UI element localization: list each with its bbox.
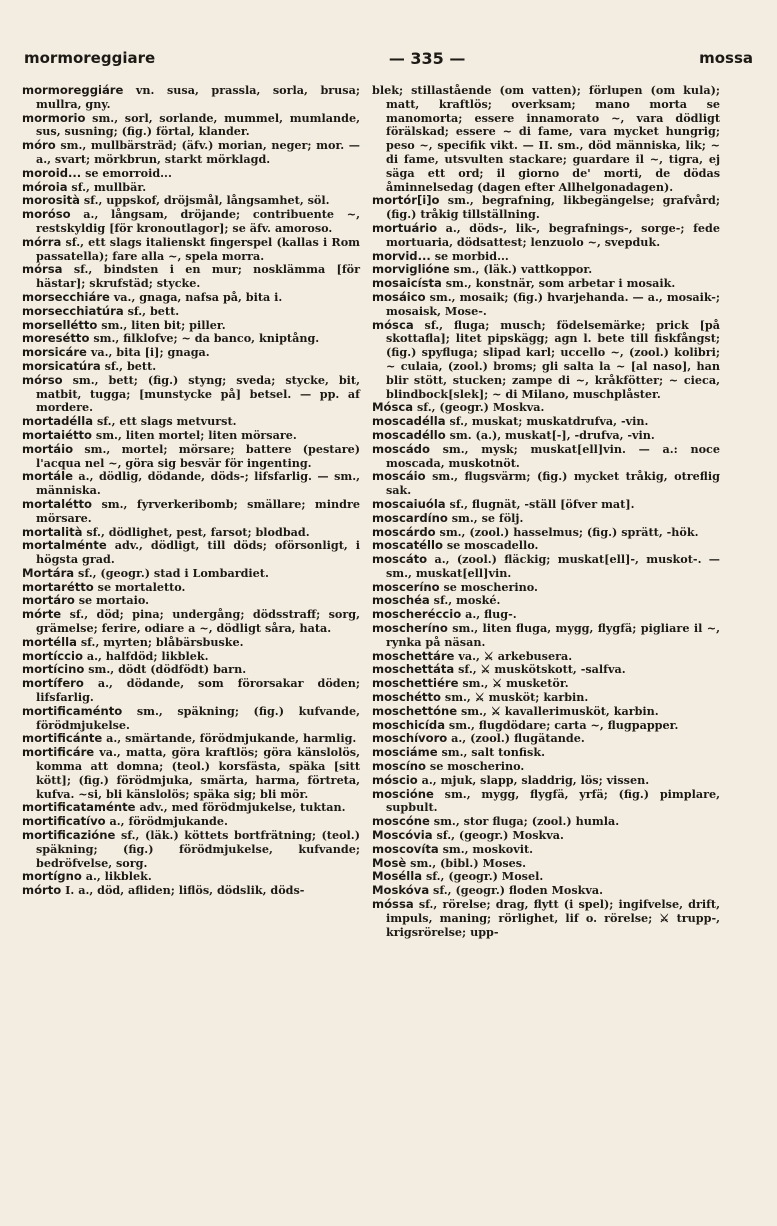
- entry-definition: sm., mygg, flygfä, yrfä; (fig.) pimplare, supbult.: [386, 786, 720, 815]
- dictionary-entry: [372, 677, 720, 691]
- entry-headword: mortélla: [22, 634, 77, 649]
- entry-headword: moscíno: [372, 759, 427, 774]
- entry-headword: morsecchiatúra: [22, 303, 124, 318]
- dictionary-entry: [372, 898, 720, 939]
- dictionary-entry: [22, 884, 360, 898]
- dictionary-entry: [372, 608, 720, 622]
- entry-headword: moscadéllo: [372, 427, 446, 442]
- entry-headword: Mósca: [372, 400, 414, 415]
- entry-headword: mosáico: [372, 289, 426, 304]
- entry-definition: a., långsam, dröjande; contribuente ~, restskyldig [för kronoutlagor]; se äfv. amoroso.: [36, 207, 360, 235]
- entry-headword: mosceríno: [372, 579, 440, 594]
- entry-definition: sf., fluga; musch; födelsemärke; prick [på skottafla]; litet pipskägg; agn l. bete till fiskfångst; (fig.) spyfluga; slipad karl; uccello ~, (zool.) kolibri; ~ culaia, (zool.) broms; gli salta la ~ [al naso], han blir stött, stucken; zampe di ~, kråkfötter; ~ cieca, blindbock[slek]; ~ di Milano, muschplåster.: [386, 317, 720, 401]
- entry-definition: sm., liten fluga, mygg, flygfä; pigliare il ~, rynka på näsan.: [386, 621, 720, 649]
- entry-headword: mórsa: [22, 262, 63, 277]
- entry-definition: sm., dödt (dödfödt) barn.: [84, 662, 247, 677]
- entry-definition: sf., bindsten i en mur; nosklämma [för hästar]; skrufstäd; stycke.: [36, 262, 360, 291]
- dictionary-entry: [22, 429, 360, 443]
- dictionary-entry: [22, 801, 360, 815]
- page-header: [24, 46, 753, 70]
- entry-headword: mórso: [22, 372, 63, 387]
- entry-headword: móroia: [22, 179, 68, 194]
- dictionary-entry: [372, 319, 720, 402]
- entry-definition: sm., sorl, sorlande, mummel, mumlande, sus, susning; (fig.) förtal, klander.: [36, 110, 360, 139]
- entry-headword: mortaiétto: [22, 427, 93, 442]
- entry-definition: sm., salt tonfisk.: [437, 745, 545, 760]
- dictionary-entry: [372, 732, 720, 746]
- entry-definition: a., döds-, lik-, begrafnings-, sorge-; fede mortuaria, dödsattest; lenzuolo ~, svepduk.: [386, 220, 720, 249]
- dictionary-entry: [372, 539, 720, 553]
- entry-headword: moscáto: [372, 552, 428, 567]
- dictionary-entry: [372, 622, 720, 650]
- entry-definition: blek; stillastående (om vatten); förlupen (om kula); matt, kraftlös; overksam; mano morta se manomorta; essere innamorato ~, vara dödligt förälskad; essere ~ di fame, vara mycket hungrig; peso ~, specifik vikt. — II. sm., död människa, lik; ~ di fame, utsvulten stackare; guardare il ~, tigra, ej säga ett ord; il giorno de' morti, de dödas åminnelsedag (dagen efter Allhelgonadagen).: [372, 83, 720, 194]
- entry-definition: sm., mosaik; (fig.) hvarjehanda. — a., mosaik-; mosaisk, Mose-.: [386, 289, 720, 318]
- entry-definition: sf., bett.: [100, 358, 157, 373]
- dictionary-entry: [22, 263, 360, 291]
- entry-headword: moroid...: [22, 165, 82, 180]
- dictionary-entry: [22, 346, 360, 360]
- entry-headword: moscheréccio: [372, 607, 462, 622]
- entry-definition: a., likblek.: [81, 869, 152, 884]
- entry-definition: sm., flugsvärm; (fig.) mycket tråkig, otreflig sak.: [386, 469, 720, 498]
- entry-headword: mórra: [22, 234, 62, 249]
- entry-headword: mortalétto: [22, 496, 93, 511]
- dictionary-entry: [372, 415, 720, 429]
- dictionary-entry: [22, 677, 360, 705]
- entry-headword: Mortára: [22, 565, 75, 580]
- entry-definition: va., matta, göra kraftlös; göra känslolös, komma att domna; (teol.) korsfästa, späka [sitt kött]; (fig.) förödmjuka, smärta, harma, förtreta, kufva. ~si, bli känslolös; späka sig; bli mör.: [36, 745, 360, 801]
- left-column: [22, 84, 360, 898]
- dictionary-entry: [372, 829, 720, 843]
- dictionary-entry: [22, 443, 360, 471]
- dictionary-entry: [372, 222, 720, 250]
- entry-definition: se moscadello.: [442, 538, 539, 553]
- dictionary-entry: [22, 870, 360, 884]
- entry-definition: sf., ⚔ muskötskott, -salfva.: [454, 662, 626, 677]
- entry-definition: I. a., död, afliden; liflös, dödslik, döds-: [61, 883, 305, 898]
- dictionary-entry: [22, 746, 360, 801]
- entry-headword: mormoreggiáre: [22, 83, 124, 97]
- entry-headword: mortalménte: [22, 538, 107, 553]
- entry-headword: moschéa: [372, 593, 430, 608]
- entry-definition: sm., mullbärsträd; (äfv.) morian, neger; mor. — a., svart; mörkbrun, starkt mörklagd.: [36, 138, 360, 166]
- entry-definition: se emorroid...: [81, 165, 172, 180]
- entry-headword: moschettáre: [372, 648, 455, 663]
- entry-definition: a., flug-.: [461, 607, 517, 622]
- entry-headword: mortícino: [22, 662, 85, 677]
- entry-definition: sf., bett.: [123, 303, 180, 318]
- entry-headword: moscaiuóla: [372, 496, 446, 511]
- entry-definition: sf., (läk.) köttets bortfrätning; (teol.) späkning; (fig.) förödmjukelse, kufvande; bedröfvelse, sorg.: [36, 828, 360, 870]
- entry-definition: a., halfdöd; likblek.: [82, 648, 209, 663]
- dictionary-entry: [22, 581, 360, 595]
- page-number: — 335 —: [388, 48, 466, 68]
- entry-definition: sf., (geogr.) floden Moskva.: [429, 883, 604, 898]
- entry-headword: móscio: [372, 772, 418, 787]
- dictionary-entry: [22, 498, 360, 526]
- dictionary-entry: [22, 705, 360, 733]
- entry-headword: mortále: [22, 469, 73, 484]
- entry-definition: sm., mysk; muskat[ell]vin. — a.: noce moscada, muskotnöt.: [386, 441, 720, 470]
- dictionary-entry: [372, 443, 720, 471]
- dictionary-entry: [372, 857, 720, 871]
- entry-definition: a., dödande, som förorsakar döden; lifsfarlig.: [36, 676, 360, 705]
- dictionary-entry: [372, 594, 720, 608]
- dictionary-entry: [372, 705, 720, 719]
- entry-definition: sm., liten mortel; liten mörsare.: [92, 427, 297, 442]
- entry-definition: sf., ett slags metvurst.: [93, 414, 237, 429]
- dictionary-entry: [372, 843, 720, 857]
- dictionary-entry: [372, 498, 720, 512]
- dictionary-entry: [22, 636, 360, 650]
- dictionary-entry: [372, 691, 720, 705]
- entry-definition: adv., dödligt, till döds; oförsonligt, i högsta grad.: [36, 538, 360, 567]
- dictionary-entry: [372, 746, 720, 760]
- entry-definition: sm., begrafning, likbegängelse; grafvård; (fig.) tråkig tillställning.: [386, 193, 720, 222]
- dictionary-entry: [372, 512, 720, 526]
- dictionary-entry: [22, 539, 360, 567]
- entry-definition: sf., rörelse; drag, flytt (i spel); ingifvelse, drift, impuls, maning; rörlighet, lif o. rörelse; ⚔ trupp-, krigsrörelse; upp-: [386, 897, 720, 939]
- header-left-word: mormoreggiare: [24, 49, 156, 67]
- entry-headword: moschettiére: [372, 676, 459, 691]
- entry-definition: sm., konstnär, som arbetar i mosaik.: [441, 276, 676, 291]
- entry-headword: mortificazióne: [22, 828, 116, 843]
- dictionary-entry: [22, 650, 360, 664]
- dictionary-entry: [22, 167, 360, 181]
- entry-definition: se mortaletto.: [93, 579, 186, 594]
- entry-definition: sf., flugnät, -ställ [öfver mat].: [445, 496, 635, 511]
- entry-definition: sf., (geogr.) stad i Lombardiet.: [74, 565, 269, 580]
- entry-headword: moschicída: [372, 717, 446, 732]
- entry-headword: mortígno: [22, 869, 82, 884]
- entry-definition: sf., myrten; blåbärsbuske.: [76, 634, 244, 649]
- entry-headword: moschétto: [372, 690, 441, 705]
- entry-headword: mortífero: [22, 676, 84, 691]
- entry-headword: móssa: [372, 897, 414, 912]
- entry-headword: morsicáre: [22, 345, 87, 360]
- dictionary-entry: [22, 608, 360, 636]
- entry-definition: sm., ⚔ musköt; karbin.: [441, 690, 589, 705]
- entry-definition: sm., se följ.: [447, 510, 524, 525]
- dictionary-entry: [22, 194, 360, 208]
- entry-definition: a., mjuk, slapp, sladdrig, lös; vissen.: [417, 772, 650, 787]
- dictionary-entry: [372, 650, 720, 664]
- dictionary-entry: [372, 291, 720, 319]
- dictionary-entry: [372, 263, 720, 277]
- entry-definition: sf., moské.: [429, 593, 501, 608]
- dictionary-entry: [22, 360, 360, 374]
- entry-headword: moschettóne: [372, 703, 458, 718]
- entry-headword: Mosè: [372, 855, 407, 870]
- entry-headword: mortificáre: [22, 745, 95, 760]
- entry-definition: se mortaio.: [74, 593, 150, 608]
- entry-headword: mortificataménte: [22, 800, 136, 815]
- entry-definition: a., smärtande, förödmjukande, harmlig.: [102, 731, 357, 746]
- entry-definition: sm., moskovit.: [438, 841, 534, 856]
- entry-definition: sm., stor fluga; (zool.) humla.: [429, 814, 620, 829]
- entry-definition: a., förödmjukande.: [105, 814, 228, 829]
- entry-headword: morvid...: [372, 248, 431, 263]
- entry-definition: a., (zool.) fläckig; muskat[ell]-, muskot-. — sm., muskat[ell]vin.: [386, 552, 720, 580]
- dictionary-entry: [372, 870, 720, 884]
- entry-definition: adv., med förödmjukelse, tuktan.: [135, 800, 346, 815]
- dictionary-entry: [372, 581, 720, 595]
- dictionary-entry: [22, 829, 360, 870]
- entry-definition: va., ⚔ arkebusera.: [454, 648, 573, 663]
- entry-headword: mortalità: [22, 524, 83, 539]
- dictionary-entry: [22, 305, 360, 319]
- entry-definition: se moscherino.: [426, 759, 525, 774]
- dictionary-entry: [22, 815, 360, 829]
- entry-headword: Moskóva: [372, 883, 430, 898]
- dictionary-entry: [372, 788, 720, 816]
- entry-headword: moscardíno: [372, 510, 448, 525]
- dictionary-entry: [372, 277, 720, 291]
- dictionary-entry: [372, 884, 720, 898]
- dictionary-entry: [22, 374, 360, 415]
- entry-definition: a., dödlig, dödande, döds-; lifsfarlig. — sm., människa.: [36, 469, 360, 498]
- entry-definition: sm. (a.), muskat[-], -drufva, -vin.: [445, 427, 655, 442]
- dictionary-entry: [22, 112, 360, 140]
- entry-definition: sf., ett slags italienskt fingerspel (kallas i Rom passatella); fare alla ~, spela morra.: [36, 234, 360, 263]
- entry-definition: sm., (zool.) hasselmus; (fig.) sprätt, -hök.: [435, 524, 699, 539]
- dictionary-entry: [22, 663, 360, 677]
- entry-headword: mosaicísta: [372, 276, 442, 291]
- dictionary-entry: [22, 236, 360, 264]
- entry-headword: mortíccio: [22, 648, 83, 663]
- entry-headword: moscheríno: [372, 621, 448, 636]
- right-column: [372, 84, 720, 939]
- dictionary-entry: [22, 319, 360, 333]
- dictionary-entry: [372, 526, 720, 540]
- entry-definition: sf., dödlighet, pest, farsot; blodbad.: [82, 524, 310, 539]
- dictionary-entry: [372, 470, 720, 498]
- entry-definition: sm., (bibl.) Moses.: [406, 855, 526, 870]
- entry-headword: moscatéllo: [372, 538, 443, 553]
- entry-headword: morsellétto: [22, 317, 98, 332]
- entry-headword: morsicatúra: [22, 358, 101, 373]
- entry-definition: sf., (geogr.) Moskva.: [432, 828, 564, 843]
- entry-headword: mortáro: [22, 593, 75, 608]
- dictionary-entry: [372, 250, 720, 264]
- entry-definition: vn. susa, prassla, sorla, brusa; mullra, gny.: [36, 83, 360, 111]
- entry-headword: moscióne: [372, 786, 434, 801]
- entry-headword: moscovíta: [372, 841, 439, 856]
- entry-headword: moschettáta: [372, 662, 455, 677]
- entry-headword: morsecchiáre: [22, 289, 110, 304]
- entry-definition: sm., ⚔ kavallerimusköt, karbin.: [457, 703, 659, 718]
- entry-headword: móro: [22, 138, 56, 153]
- entry-definition: sm., liten bit; piller.: [97, 317, 226, 332]
- entry-headword: mortificánte: [22, 731, 103, 746]
- entry-headword: moresétto: [22, 331, 90, 346]
- dictionary-entry: [22, 332, 360, 346]
- dictionary-entry: [372, 84, 720, 194]
- entry-headword: moscóne: [372, 814, 430, 829]
- dictionary-entry: [22, 139, 360, 167]
- entry-definition: sm., bett; (fig.) styng; sveda; stycke, bit, matbit, tugga; [munstycke på] betsel. — pp. af mordere.: [36, 372, 360, 415]
- entry-headword: mortuário: [372, 220, 438, 235]
- dictionary-entry: [372, 194, 720, 222]
- entry-definition: sm., späkning; (fig.) kufvande, förödmjukelse.: [36, 703, 360, 732]
- entry-definition: va., bita [i]; gnaga.: [86, 345, 210, 360]
- entry-headword: mosciáme: [372, 745, 438, 760]
- entry-headword: moscáio: [372, 469, 426, 484]
- entry-headword: mortificatívo: [22, 814, 106, 829]
- dictionary-entry: [372, 553, 720, 581]
- dictionary-entry: [372, 401, 720, 415]
- entry-headword: mortáio: [22, 441, 74, 456]
- dictionary-entry: [22, 84, 360, 112]
- entry-definition: sm., fyrverkeribomb; smällare; mindre mörsare.: [36, 496, 360, 525]
- entry-definition: sf., död; pina; undergång; dödsstraff; sorg, grämelse; ferire, odiare a ~, dödligt såra, hata.: [36, 607, 360, 636]
- entry-headword: Moscóvia: [372, 828, 433, 843]
- entry-headword: mormorio: [22, 110, 86, 125]
- dictionary-entry: [22, 526, 360, 540]
- dictionary-entry: [372, 719, 720, 733]
- entry-definition: sm., ⚔ musketör.: [458, 676, 569, 691]
- header-right-word: mossa: [699, 49, 753, 67]
- entry-definition: sf., uppskof, dröjsmål, långsamhet, söl.: [79, 193, 330, 208]
- entry-definition: sm., flugdödare; carta ~, flugpapper.: [445, 717, 679, 732]
- entry-headword: moscádo: [372, 441, 430, 456]
- dictionary-entry: [22, 594, 360, 608]
- entry-definition: se moscherino.: [439, 579, 538, 594]
- entry-definition: se morbid...: [430, 248, 509, 263]
- entry-definition: sf., (geogr.) Mosel.: [422, 869, 544, 884]
- entry-headword: moscárdo: [372, 524, 436, 539]
- dictionary-entry: [22, 470, 360, 498]
- entry-headword: moscadélla: [372, 414, 446, 429]
- dictionary-entry: [372, 663, 720, 677]
- entry-definition: a., (zool.) flugätande.: [447, 731, 585, 746]
- dictionary-entry: [372, 760, 720, 774]
- entry-headword: mortificaménto: [22, 703, 123, 718]
- entry-definition: sf., mullbär.: [67, 179, 147, 194]
- dictionary-entry: [22, 415, 360, 429]
- entry-definition: sf., (geogr.) Moskva.: [413, 400, 545, 415]
- dictionary-entry: [22, 181, 360, 195]
- entry-headword: moschívoro: [372, 731, 448, 746]
- dictionary-entry: [372, 429, 720, 443]
- entry-headword: mortór[i]o: [372, 193, 440, 208]
- entry-headword: mortadélla: [22, 414, 94, 429]
- entry-headword: mórto: [22, 883, 62, 898]
- entry-definition: sm., (läk.) vattkoppor.: [449, 262, 593, 277]
- dictionary-entry: [372, 774, 720, 788]
- entry-definition: sm., mortel; mörsare; battere (pestare) l'acqua nel ~, göra sig besvär för ingenting.: [36, 441, 360, 470]
- entry-definition: va., gnaga, nafsa på, bita i.: [109, 289, 283, 304]
- entry-headword: mórte: [22, 607, 62, 622]
- entry-headword: mósca: [372, 317, 414, 332]
- dictionary-entry: [372, 815, 720, 829]
- dictionary-entry: [22, 732, 360, 746]
- entry-definition: sf., muskat; muskatdrufva, -vin.: [445, 414, 649, 429]
- entry-headword: morviglióne: [372, 262, 450, 277]
- entry-definition: sm., filklofve; ~ da banco, kniptång.: [89, 331, 320, 346]
- entry-headword: moróso: [22, 207, 71, 222]
- dictionary-entry: [22, 567, 360, 581]
- entry-headword: mortarétto: [22, 579, 94, 594]
- entry-headword: Moséllа: [372, 869, 423, 884]
- dictionary-entry: [22, 291, 360, 305]
- entry-headword: morosità: [22, 193, 80, 208]
- dictionary-entry: [22, 208, 360, 236]
